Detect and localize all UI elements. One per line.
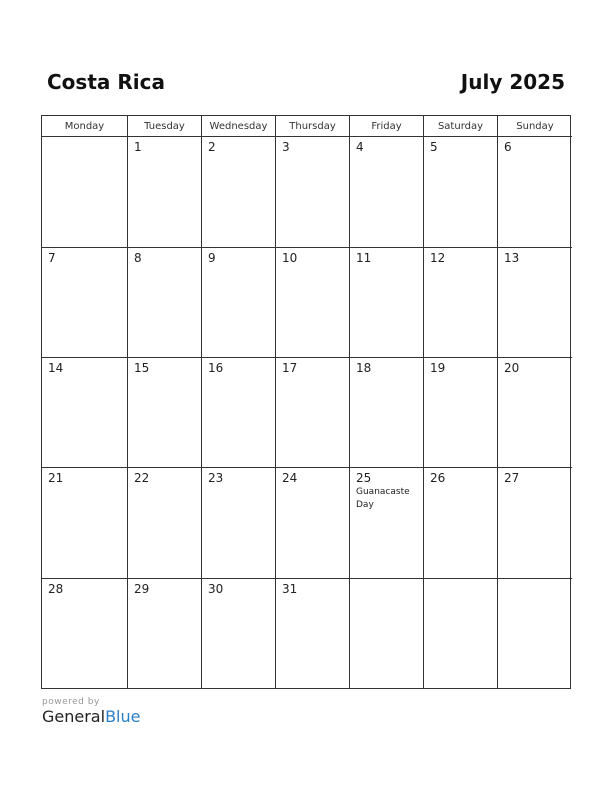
weekday-header-thursday: Thursday xyxy=(276,116,350,137)
day-cell xyxy=(42,137,128,248)
day-cell xyxy=(276,579,350,689)
calendar-grid xyxy=(41,115,571,689)
day-cell xyxy=(424,137,498,248)
day-cell xyxy=(42,579,128,689)
day-cell xyxy=(42,468,128,579)
day-number: 18 xyxy=(356,361,372,375)
day-number: 3 xyxy=(282,140,290,154)
day-number: 22 xyxy=(134,471,150,485)
weekday-header-tuesday: Tuesday xyxy=(128,116,202,137)
month-year-title: July 2025 xyxy=(460,70,565,94)
day-number: 8 xyxy=(134,251,142,265)
day-number: 19 xyxy=(430,361,446,375)
day-number: 30 xyxy=(208,582,224,596)
day-cell xyxy=(276,248,350,358)
day-cell xyxy=(350,579,424,689)
day-number: 21 xyxy=(48,471,64,485)
day-number: 23 xyxy=(208,471,224,485)
day-number: 10 xyxy=(282,251,298,265)
day-cell xyxy=(128,137,202,248)
day-number: 4 xyxy=(356,140,364,154)
day-cell xyxy=(128,358,202,468)
day-number: 1 xyxy=(134,140,142,154)
day-number: 13 xyxy=(504,251,520,265)
day-number: 28 xyxy=(48,582,64,596)
day-cell xyxy=(202,137,276,248)
day-cell xyxy=(498,358,572,468)
day-cell xyxy=(276,358,350,468)
day-number: 20 xyxy=(504,361,520,375)
day-number: 5 xyxy=(430,140,438,154)
country-title: Costa Rica xyxy=(47,70,165,94)
day-number: 27 xyxy=(504,471,520,485)
holiday-label: Guanacaste Day xyxy=(356,487,410,510)
day-number: 15 xyxy=(134,361,150,375)
day-number: 24 xyxy=(282,471,298,485)
day-cell xyxy=(128,468,202,579)
day-cell xyxy=(350,137,424,248)
day-number: 11 xyxy=(356,251,372,265)
powered-by-label: powered by xyxy=(42,697,100,707)
day-number: 16 xyxy=(208,361,224,375)
day-number: 2 xyxy=(208,140,216,154)
day-cell xyxy=(202,358,276,468)
day-number: 7 xyxy=(48,251,56,265)
day-cell xyxy=(498,579,572,689)
weekday-header-monday: Monday xyxy=(42,116,128,137)
brand-general-text: General xyxy=(42,707,106,726)
day-cell xyxy=(128,248,202,358)
day-cell xyxy=(276,468,350,579)
day-cell xyxy=(424,468,498,579)
day-number: 14 xyxy=(48,361,64,375)
day-number: 17 xyxy=(282,361,298,375)
weekday-header-wednesday: Wednesday xyxy=(202,116,276,137)
day-cell xyxy=(128,579,202,689)
day-number: 9 xyxy=(208,251,216,265)
day-number: 6 xyxy=(504,140,512,154)
weekday-header-friday: Friday xyxy=(350,116,424,137)
day-number: 29 xyxy=(134,582,150,596)
day-cell xyxy=(276,137,350,248)
day-cell xyxy=(202,579,276,689)
day-number: 31 xyxy=(282,582,298,596)
generalblue-logo[interactable] xyxy=(42,707,140,726)
day-number: 26 xyxy=(430,471,446,485)
day-cell xyxy=(498,248,572,358)
day-cell xyxy=(350,248,424,358)
weekday-header-saturday: Saturday xyxy=(424,116,498,137)
day-cell xyxy=(498,137,572,248)
day-cell xyxy=(350,358,424,468)
footer-branding xyxy=(42,697,140,726)
brand-blue-text: Blue xyxy=(105,707,141,726)
day-cell xyxy=(202,468,276,579)
day-cell xyxy=(424,358,498,468)
day-cell xyxy=(350,468,424,579)
day-cell xyxy=(424,579,498,689)
day-cell xyxy=(424,248,498,358)
day-number: 12 xyxy=(430,251,446,265)
day-cell xyxy=(498,468,572,579)
day-cell xyxy=(42,248,128,358)
weekday-header-sunday: Sunday xyxy=(498,116,572,137)
day-cell xyxy=(42,358,128,468)
day-cell xyxy=(202,248,276,358)
day-number: 25 xyxy=(356,471,372,485)
